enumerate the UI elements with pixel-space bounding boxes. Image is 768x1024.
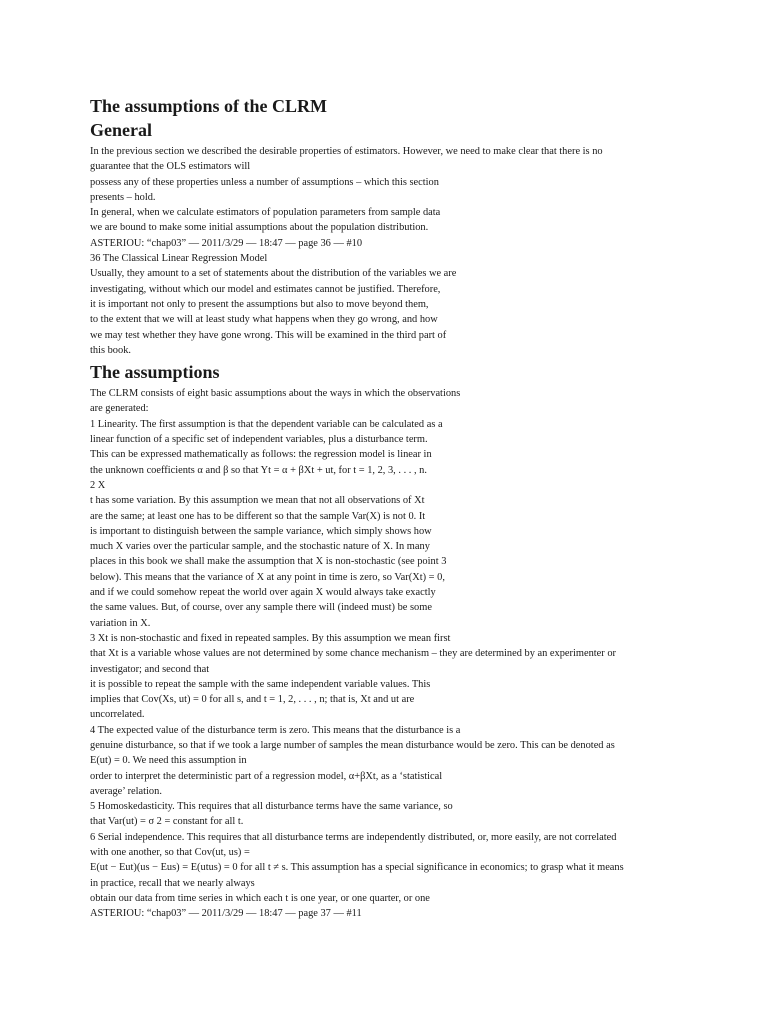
text-line: much X varies over the particular sample, and the stochastic nature of X. In many <box>90 541 430 553</box>
text-line: 3 Xt is non-stochastic and fixed in repeated samples. By this assumption we mean first <box>90 632 451 644</box>
text-line: we are bound to make some initial assumptions about the population distribution. <box>90 222 429 234</box>
text-line: obtain our data from time series in which each t is one year, or one quarter, or one <box>90 892 430 904</box>
text-line: E(ut) = 0. We need this assumption in <box>90 755 247 767</box>
text-line: are generated: <box>90 403 149 415</box>
running-header: ASTERIOU: “chap03” — 2011/3/29 — 18:47 — page 37 — #11 <box>90 908 362 920</box>
text-line: guarantee that the OLS estimators will <box>90 161 251 173</box>
text-line: In the previous section we described the desirable properties of estimators. However, we need to make clear that there is no <box>90 146 603 157</box>
text-line: implies that Cov(Xs, ut) = 0 for all s, and t = 1, 2, . . . , n; that is, Xt and ut are <box>90 694 415 706</box>
text-line: Usually, they amount to a set of statements about the distribution of the variables we are <box>90 268 457 280</box>
document-body <box>90 94 690 922</box>
section-heading-assumptions: The assumptions <box>90 362 220 383</box>
running-header: ASTERIOU: “chap03” — 2011/3/29 — 18:47 — page 36 — #10 <box>90 237 363 249</box>
text-line: the same values. But, of course, over any sample there will (indeed must) be some <box>90 602 432 614</box>
text-line: variation in X. <box>90 617 151 629</box>
text-line: to the extent that we will at least study what happens when they go wrong, and how <box>90 314 438 326</box>
text-line: presents – hold. <box>90 191 156 203</box>
general-section <box>90 144 690 358</box>
text-line: in practice, recall that we nearly always <box>90 877 255 889</box>
text-line: E(ut − Eut)(us − Eus) = E(utus) = 0 for all t ≠ s. This assumption has a special significance in economics; to grasp what it means <box>90 862 624 874</box>
text-line: places in this book we shall make the assumption that X is non-stochastic (see point 3 <box>90 556 447 568</box>
text-line: 4 The expected value of the disturbance term is zero. This means that the disturbance is a <box>90 724 461 736</box>
text-line: we may test whether they have gone wrong. This will be examined in the third part of <box>90 329 447 341</box>
text-line: it is important not only to present the assumptions but also to move beyond them, <box>90 298 429 310</box>
text-line: investigating, without which our model and estimates cannot be justified. Therefore, <box>90 283 441 295</box>
text-line: In general, when we calculate estimators of population parameters from sample data <box>90 207 441 219</box>
text-line: and if we could somehow repeat the world over again X would always take exactly <box>90 587 436 599</box>
text-line: investigator; and second that <box>90 663 210 675</box>
section-heading-general: General <box>90 120 152 140</box>
text-line: it is possible to repeat the sample with the same independent variable values. This <box>90 678 431 690</box>
text-line: with one another, so that Cov(ut, us) = <box>90 847 250 859</box>
assumptions-section <box>90 386 690 921</box>
text-line: average’ relation. <box>90 785 162 797</box>
text-line: genuine disturbance, so that if we took a large number of samples the mean disturbance would be zero. This can be denoted as <box>90 739 615 751</box>
text-line: is important to distinguish between the sample variance, which simply shows how <box>90 525 432 537</box>
text-line: uncorrelated. <box>90 709 145 721</box>
text-line: linear function of a specific set of independent variables, plus a disturbance term. <box>90 434 428 446</box>
text-line: 5 Homoskedasticity. This requires that all disturbance terms have the same variance, so <box>90 801 453 813</box>
text-line: This can be expressed mathematically as follows: the regression model is linear in <box>90 449 432 461</box>
text-line: are the same; at least one has to be different so that the sample Var(X) is not 0. It <box>90 510 426 522</box>
document-title: The assumptions of the CLRM <box>90 96 328 116</box>
running-title: 36 The Classical Linear Regression Model <box>90 253 268 265</box>
text-line: 1 Linearity. The first assumption is that the dependent variable can be calculated as a <box>90 418 443 430</box>
text-line: that Var(ut) = σ 2 = constant for all t. <box>90 816 244 828</box>
text-line: 6 Serial independence. This requires that all disturbance terms are independently distributed, or, more easily, are not correlated <box>90 831 617 843</box>
text-line: the unknown coefficients α and β so that Yt = α + βXt + ut, for t = 1, 2, 3, . . . , n. <box>90 464 427 476</box>
text-line: this book. <box>90 344 131 356</box>
text-line: possess any of these properties unless a number of assumptions – which this section <box>90 176 439 188</box>
text-line: 2 X <box>90 479 106 491</box>
text-line: below). This means that the variance of X at any point in time is zero, so Var(Xt) = 0, <box>90 571 445 583</box>
text-line: order to interpret the deterministic part of a regression model, α+βXt, as a ‘statistical <box>90 770 443 782</box>
text-line: t has some variation. By this assumption we mean that not all observations of Xt <box>90 495 425 507</box>
text-line: that Xt is a variable whose values are not determined by some chance mechanism – they are determined by an experimenter or <box>90 648 616 660</box>
text-line: The CLRM consists of eight basic assumptions about the ways in which the observations <box>90 388 461 400</box>
